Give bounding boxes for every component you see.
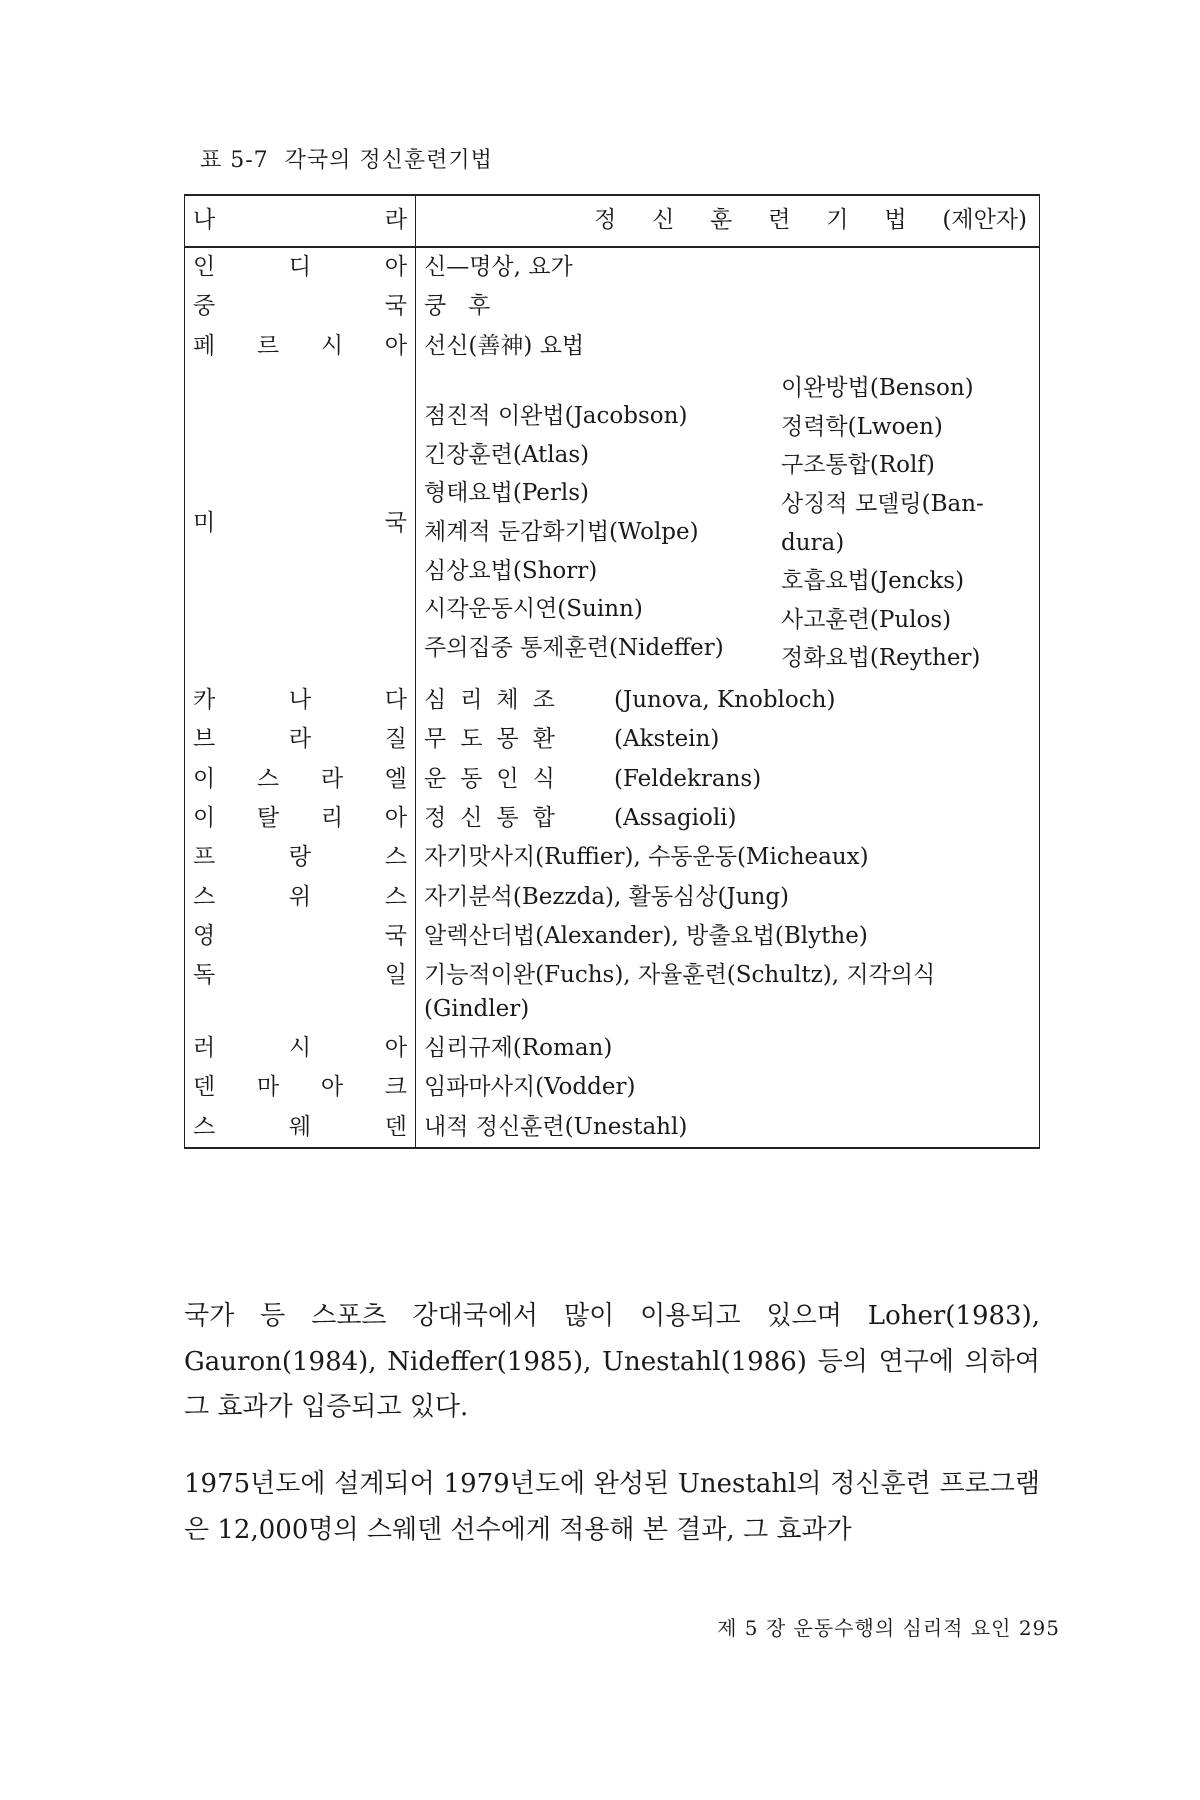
country-char: 스 — [193, 1113, 216, 1140]
usa-methods-right — [781, 369, 1031, 678]
header-methods-char: (제안자) — [942, 207, 1027, 234]
method-line: 사고훈련(Pulos) — [781, 606, 952, 633]
method-line: 긴장훈련(Atlas) — [424, 441, 590, 468]
method-line: 신—명상, 요가 — [424, 254, 573, 280]
country-char: 마 — [256, 1074, 280, 1101]
country-char: 아 — [384, 254, 407, 280]
method-author: (Feldekrans) — [614, 765, 762, 792]
method-author: (Akstein) — [614, 726, 720, 753]
country-char: 아 — [384, 805, 407, 832]
method-line: 이완방법(Benson) — [781, 375, 974, 402]
country-char: 일 — [384, 962, 407, 989]
method-name: 운동인식 — [424, 765, 569, 792]
country-char: 미 — [193, 509, 216, 536]
country-char: 독 — [193, 962, 216, 989]
country-char: 시 — [288, 1035, 312, 1062]
method-line: 선신(善神) 요법 — [424, 332, 585, 359]
method-line: 체계적 둔감화기법(Wolpe) — [424, 518, 699, 545]
country-char: 스 — [384, 883, 407, 910]
country-char: 중 — [193, 293, 216, 320]
country-char: 국 — [384, 509, 407, 536]
methods-cell — [416, 1068, 1040, 1107]
country-cell — [185, 366, 416, 681]
country-cell — [185, 956, 416, 1029]
country-cell — [185, 1068, 416, 1107]
country-char: 아 — [384, 332, 407, 359]
country-char: 리 — [320, 805, 344, 832]
body-paragraph-1: 국가 등 스포츠 강대국에서 많이 이용되고 있으며 Loher(1983), Gauron(1984), Nideffer(1985), Unestahl(1986) 등의 연구에 의하여 그 효과가 입증되고 있다. — [184, 1301, 1040, 1422]
country-char: 영 — [193, 923, 216, 950]
method-name: 심리체조 — [424, 687, 569, 714]
country-char: 웨 — [288, 1113, 312, 1140]
country-cell — [185, 799, 416, 838]
country-char: 시 — [320, 332, 344, 359]
method-name: 정신통합 — [424, 805, 569, 832]
header-methods-char: 신 — [652, 207, 675, 234]
country-char: 위 — [288, 883, 312, 910]
table-row — [185, 681, 1040, 720]
header-methods-char: 정 — [594, 207, 617, 234]
table-caption: 표 5-7 각국의 정신훈련기법 — [200, 148, 493, 173]
method-author: (Junova, Knobloch) — [614, 687, 836, 714]
country-char: 아 — [384, 1035, 407, 1062]
method-line: 자기맛사지(Ruffier), 수동운동(Micheaux) — [424, 844, 869, 871]
methods-cell — [416, 720, 1040, 759]
country-cell — [185, 287, 416, 326]
methods-cell-usa — [416, 366, 1040, 681]
country-char: 질 — [384, 726, 407, 753]
country-char: 아 — [320, 1074, 344, 1101]
method-line: 심상요법(Shorr) — [424, 557, 598, 584]
country-cell — [185, 327, 416, 366]
method-line: 상징적 모델링(Ban- — [781, 490, 984, 517]
method-line: 심리규제(Roman) — [424, 1035, 613, 1062]
country-char: 탈 — [256, 805, 280, 832]
country-char: 스 — [193, 883, 216, 910]
header-country-char: 라 — [384, 207, 407, 234]
country-cell — [185, 720, 416, 759]
method-line: 정력학(Lwoen) — [781, 413, 943, 440]
methods-cell — [416, 1108, 1040, 1148]
method-line: dura) — [781, 529, 845, 556]
country-char: 다 — [384, 687, 407, 714]
methods-cell — [416, 247, 1040, 287]
country-char: 덴 — [384, 1113, 407, 1140]
methods-cell — [416, 917, 1040, 956]
methods-cell — [416, 760, 1040, 799]
country-char: 덴 — [193, 1074, 216, 1101]
country-char: 러 — [193, 1035, 216, 1062]
country-cell — [185, 1108, 416, 1148]
country-cell — [185, 878, 416, 917]
table-row — [185, 838, 1040, 877]
method-line: 임파마사지(Vodder) — [424, 1074, 636, 1101]
country-char: 스 — [384, 844, 407, 871]
method-line: 기능적이완(Fuchs), 자율훈련(Schultz), 지각의식 — [424, 962, 936, 989]
table-header-row — [185, 195, 1040, 247]
method-line: 쿵 후 — [424, 293, 491, 320]
country-char: 페 — [193, 332, 216, 359]
methods-cell — [416, 327, 1040, 366]
country-char: 이 — [193, 765, 216, 792]
country-cell — [185, 1029, 416, 1068]
method-line: 형태요법(Perls) — [424, 480, 590, 507]
header-methods-char: 훈 — [710, 207, 733, 234]
header-methods-char: 법 — [884, 207, 907, 234]
table-row — [185, 1108, 1040, 1148]
method-line: 주의집중 통제훈련(Nideffer) — [424, 634, 724, 661]
table-row-usa — [185, 366, 1040, 681]
country-char: 브 — [193, 726, 216, 753]
table-row — [185, 799, 1040, 838]
table-row — [185, 878, 1040, 917]
method-line: 알렉산더법(Alexander), 방출요법(Blythe) — [424, 923, 868, 950]
mental-training-table — [184, 194, 1040, 1149]
header-methods-char: 련 — [768, 207, 791, 234]
page-footer: 제 5 장 운동수행의 심리적 요인 295 — [717, 1616, 1060, 1640]
country-char: 국 — [384, 923, 407, 950]
methods-cell — [416, 838, 1040, 877]
methods-cell — [416, 681, 1040, 720]
country-cell — [185, 681, 416, 720]
table-row — [185, 760, 1040, 799]
table-row — [185, 1068, 1040, 1107]
usa-methods-left — [424, 397, 724, 678]
country-char: 크 — [384, 1074, 407, 1101]
country-char: 나 — [288, 687, 312, 714]
method-line: (Gindler) — [424, 995, 530, 1022]
body-paragraph-2: 1975년도에 설계되어 1979년도에 완성된 Unestahl의 정신훈련 프로그램은 12,000명의 스웨덴 선수에게 적용해 본 결과, 그 효과가 — [184, 1469, 1040, 1545]
method-line: 호흡요법(Jencks) — [781, 568, 965, 595]
country-char: 르 — [256, 332, 280, 359]
header-methods — [416, 195, 1040, 247]
method-name: 무도몽환 — [424, 726, 569, 753]
country-char: 이 — [193, 805, 216, 832]
country-cell — [185, 760, 416, 799]
method-line: 정화요법(Reyther) — [781, 645, 981, 672]
country-char: 라 — [320, 765, 344, 792]
method-line: 자기분석(Bezzda), 활동심상(Jung) — [424, 883, 790, 910]
country-char: 라 — [288, 726, 312, 753]
method-line: 내적 정신훈련(Unestahl) — [424, 1113, 688, 1140]
country-char: 프 — [193, 844, 216, 871]
methods-cell — [416, 878, 1040, 917]
country-cell — [185, 247, 416, 287]
methods-cell — [416, 956, 1040, 1029]
methods-cell — [416, 799, 1040, 838]
country-char: 랑 — [288, 844, 312, 871]
header-country-char: 나 — [193, 207, 216, 234]
methods-cell — [416, 287, 1040, 326]
table-row — [185, 247, 1040, 287]
country-cell — [185, 917, 416, 956]
header-methods-char: 기 — [826, 207, 849, 234]
method-line: 시각운동시연(Suinn) — [424, 596, 643, 623]
header-country — [185, 195, 416, 247]
method-line: 구조통합(Rolf) — [781, 452, 935, 479]
methods-cell — [416, 1029, 1040, 1068]
table-row — [185, 287, 1040, 326]
method-author: (Assagioli) — [614, 805, 737, 832]
country-char: 인 — [193, 254, 216, 280]
table-row — [185, 1029, 1040, 1068]
country-char: 카 — [193, 687, 216, 714]
country-char: 스 — [256, 765, 280, 792]
table-row — [185, 956, 1040, 1029]
method-line: 점진적 이완법(Jacobson) — [424, 403, 688, 430]
country-char: 엘 — [384, 765, 407, 792]
table-row — [185, 720, 1040, 759]
country-cell — [185, 838, 416, 877]
country-char: 디 — [288, 254, 312, 280]
table-row — [185, 327, 1040, 366]
country-char: 국 — [384, 293, 407, 320]
table-row — [185, 917, 1040, 956]
